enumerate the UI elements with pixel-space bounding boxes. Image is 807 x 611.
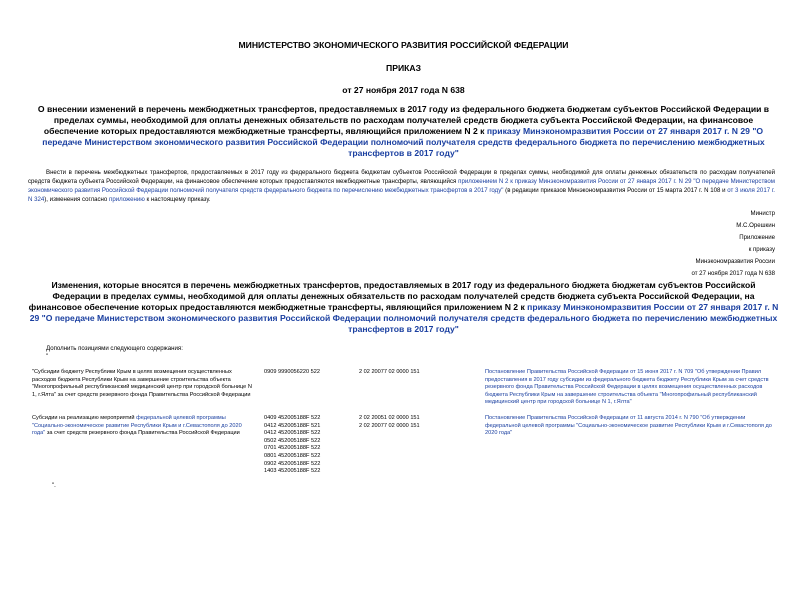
expense-code: 0502 452005188F 522 xyxy=(264,437,321,444)
income-code: 2 02 20051 02 0000 151 xyxy=(359,414,420,421)
body-text-2: (в редакции приказов Минэкономразвития России от 15 марта 2017 г. N 108 и xyxy=(503,187,728,194)
expense-code: 0909 9990056220 522 xyxy=(264,369,320,375)
signer-position: Министр xyxy=(750,210,775,217)
title-text: О внесении изменений в перечень межбюджетных трансфертов, предоставляемых в 2017 году из федерального бюджета бюджетам субъектов Российской Федерации в пределах суммы, необходимой для оплаты денежных обязательств по расходам получателей средств бюджета субъекта Российской Федерации, на финансовое обеспечение которых предоставляются межбюджетные трансферты, являющийся приложением N 2 к xyxy=(37,104,770,136)
income-code: 2 02 20077 02 0000 151 xyxy=(359,422,420,429)
appendix-2-link[interactable]: приложением N 2 к приказу Минэкономразвития России от 27 января 2017 г. N 29 "О передаче Министерством экономического развития Российской Федерации полномочий получателя средств федерального бюджета по перечислению межбюджетных трансфертов в 2017 году" xyxy=(28,178,775,194)
appendix-label: Приложение xyxy=(739,234,775,241)
row-codes-cell xyxy=(260,415,355,484)
appendix-link[interactable]: приложению xyxy=(109,196,145,203)
body-text-4: к настоящему приказу. xyxy=(144,196,211,203)
document-date-number: от 27 ноября 2017 года N 638 xyxy=(342,85,465,95)
appendix-title-order-link[interactable]: приказу Минэкономразвития России от 27 января 2017 г. N 29 "О передаче Министерством экономического развития Российской Федерации полномочий получателя средств федерального бюджета по перечислению межбюджетных трансфертов в 2017 году" xyxy=(29,302,779,334)
federal-program-link[interactable]: федеральной целевой программы "Социально-экономическое развитие Республики Крым и г.Севастополя до 2020 года" xyxy=(32,414,242,437)
table-row xyxy=(28,415,779,484)
closing-quote: ". xyxy=(52,481,56,489)
body-text-3: ), изменения согласно xyxy=(44,196,110,203)
body-text-1: Внести в перечень межбюджетных трансфертов, предоставляемых в 2017 году из федерального бюджета бюджетам субъектов Российской Федерации в пределах суммы, необходимой для оплаты денежных обязательств по расходам получателей средств бюджета субъекта Российской Федерации, на финансовое обеспечение которых предоставляются межбюджетные трансферты, являющийся xyxy=(28,169,775,185)
intro-text: Дополнить позициями следующего содержания: xyxy=(46,345,183,352)
title-order-link[interactable]: приказу Минэкономразвития России от 27 января 2017 г. N 29 "О передаче Министерством экономического развития Российской Федерации полномочий получателя средств федерального бюджета по перечислению межбюджетных трансфертов в 2017 году" xyxy=(42,126,765,158)
signer-name: М.С.Орешкин xyxy=(736,222,775,229)
positions-table xyxy=(28,369,779,484)
appendix-to-order: к приказу xyxy=(748,246,775,253)
expense-code: 0801 452005188F 522 xyxy=(264,452,321,459)
document-title xyxy=(28,104,779,159)
signature-block xyxy=(28,208,779,280)
expense-code: 0409 452005188F 522 xyxy=(264,414,321,421)
expense-code: 0412 452005188F 521 xyxy=(264,422,321,429)
row-name-cell xyxy=(28,415,260,484)
row-codes-cell xyxy=(260,369,355,415)
expense-code: 0701 452005188F 522 xyxy=(264,445,321,452)
income-code: 2 02 20077 02 0000 151 xyxy=(359,369,420,375)
row-basis-cell xyxy=(481,415,779,484)
row-income-cell xyxy=(355,369,481,415)
ministry-heading: МИНИСТЕРСТВО ЭКОНОМИЧЕСКОГО РАЗВИТИЯ РОССИЙСКОЙ ФЕДЕРАЦИИ xyxy=(238,40,569,50)
document-type: ПРИКАЗ xyxy=(386,63,421,73)
row-basis-cell xyxy=(481,369,779,415)
basis-resolution-709-link[interactable]: Постановление Правительства Российской Федерации от 15 июня 2017 г. N 709 "Об утверждении Правил предоставления в 2017 году субсидии из федерального бюджета бюджету Республики Крым за счет средств резервного фонда Правительства Российской Федерации в целях возмещения осуществленных расходов бюджета Республики Крым на завершение строительства объекта "Многопрофильный республиканский медицинский центр при городской больнице N 1, г.Ялта" xyxy=(485,369,769,406)
table-row xyxy=(28,369,779,415)
appendix-title xyxy=(28,280,779,335)
row-name-text: "Субсидии бюджету Республики Крым в целях возмещения осуществленных расходов бюджета Республики Крым на завершение строительства объекта "Многопрофильный республиканский медицинский центр при городской больнице N 1, г.Ялта" за счет средств резервного фонда Правительства Российской Федерации xyxy=(32,369,252,398)
appendix-org: Минэкономразвития России xyxy=(695,258,775,265)
basis-resolution-790-link[interactable]: Постановление Правительства Российской Федерации от 11 августа 2014 г. N 790 "Об утверждении федеральной целевой программы "Социально-экономическое развитие Республики Крым и г.Севастополя до 2020 года" xyxy=(485,414,772,437)
row-name-cell xyxy=(28,369,260,415)
expense-code: 0902 452005188F 522 xyxy=(264,460,321,467)
document-page xyxy=(0,40,807,611)
order-324-link[interactable]: от 3 июля 2017 г. N 324 xyxy=(28,187,776,203)
appendix-title-text: Изменения, которые вносятся в перечень межбюджетных трансфертов, предоставляемых в 2017 году из федерального бюджета бюджетам субъектов Российской Федерации в пределах суммы, необходимой для оплаты денежных обязательств по расходам получателей средств бюджета субъекта Российской Федерации, на финансовое обеспечение которых предоставляются межбюджетные трансферты, являющийся приложением N 2 к xyxy=(28,280,756,312)
body-paragraph xyxy=(28,168,779,204)
appendix-date: от 27 ноября 2017 года N 638 xyxy=(691,270,775,277)
row-name-text: Субсидии на реализацию мероприятий xyxy=(32,414,137,421)
row-income-cell xyxy=(355,415,481,484)
row-name-text-end: за счет средств резервного фонда Правительства Российской Федерации xyxy=(45,430,240,437)
expense-code: 0412 452005188F 522 xyxy=(264,430,321,437)
intro-quote-mark: " xyxy=(46,353,49,360)
intro-line xyxy=(28,345,779,361)
expense-code: 1403 452005188F 522 xyxy=(264,468,321,475)
